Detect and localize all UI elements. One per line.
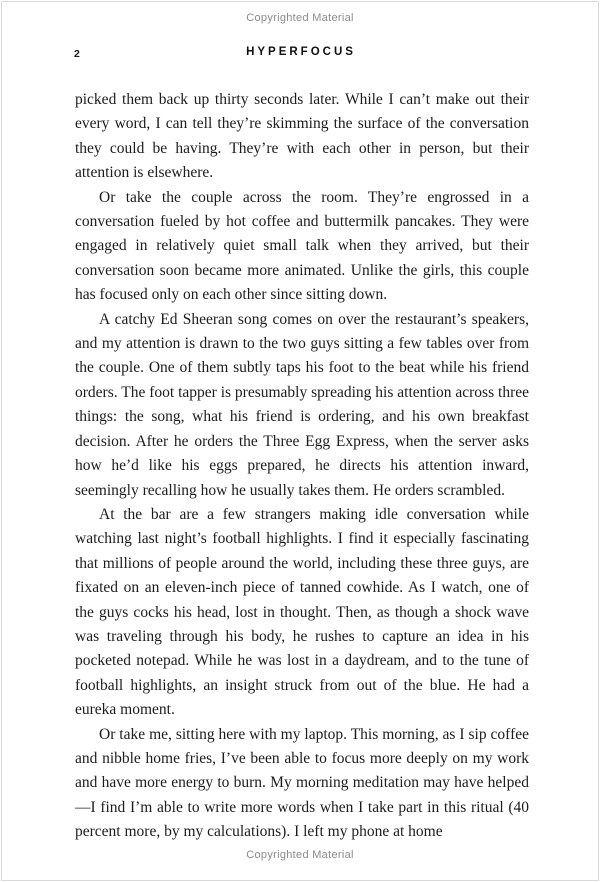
paragraph: Or take the couple across the room. They’re engrossed in a conversation fueled by hot coffee and buttermilk pancakes. They were engaged in relatively quiet small talk when they arrived, but their conversation soon became more animated. Unlike the girls, this couple has focused only on each other since sitting down.	[75, 188, 529, 304]
paragraph: picked them back up thirty seconds later. While I can’t make out their every word, I can tell they’re skimming the surface of the conversation they could be having. They’re with each other in person, but their attention is elsewhere.	[75, 91, 529, 182]
running-header-title: HYPERFOCUS	[246, 46, 356, 58]
copyright-notice-bottom: Copyrighted Material	[246, 849, 354, 861]
copyright-notice-top: Copyrighted Material	[246, 12, 354, 24]
page-header	[74, 46, 528, 62]
body-text	[75, 88, 529, 845]
paragraph: A catchy Ed Sheeran song comes on over the restaurant’s speakers, and my attention is drawn to the two guys sitting a few tables over from the couple. One of them subtly taps his foot to the beat while his friend orders. The foot tapper is presumably spreading his attention across three things: the song, what his friend is ordering, and his own breakfast decision. After he orders the Three Egg Express, when the server asks how he’d like his eggs prepared, he directs his attention inward, seemingly recalling how he usually takes them. He orders scrambled.	[75, 310, 529, 499]
paragraph: Or take me, sitting here with my laptop. This morning, as I sip coffee and nibble home fries, I’ve been able to focus more deeply on my work and have more energy to burn. My morning meditation may have helped—I find I’m able to write more words when I take part in this ritual (40 percent more, by my calculations). I left my phone at home	[75, 725, 529, 841]
page-number: 2	[74, 48, 80, 60]
paragraph: At the bar are a few strangers making idle conversation while watching last night’s football highlights. I find it especially fascinating that millions of people around the world, including these three guys, are fixated on an eleven-inch piece of tanned cowhide. As I watch, one of the guys cocks his head, lost in thought. Then, as though a shock wave was traveling through his body, he rushes to capture an idea in his pocketed notepad. While he was lost in a daydream, and to the tune of football highlights, an insight struck from out of the blue. He had a eureka moment.	[75, 505, 529, 719]
